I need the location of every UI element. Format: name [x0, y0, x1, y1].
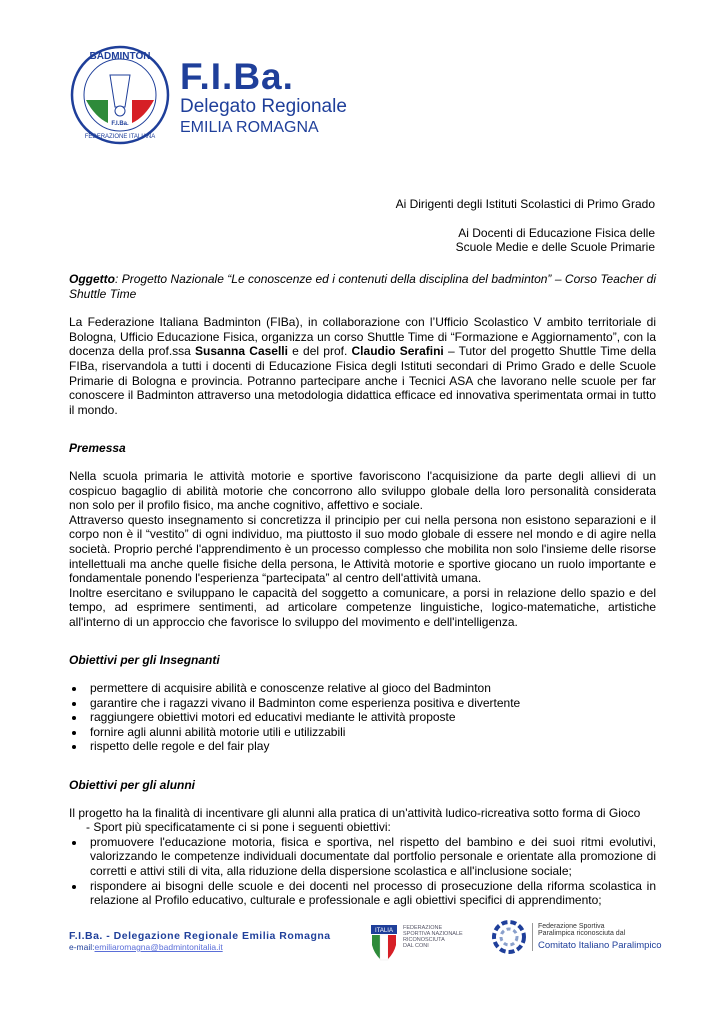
footer	[69, 930, 331, 952]
teacher-name: Susanna Caselli	[195, 344, 288, 359]
text: Paralimpica riconosciuta dal	[538, 930, 626, 937]
text: Nella scuola primaria le attività motorie e sportive favoriscono l'acquisizione da parte degli allievi di un cospicuo bagaglio di abilità motorie che concorrono allo sviluppo globale della loro personalità considerata non solo per il profilo fisico, ma anche cognitivo, affettivo e sociale.	[69, 468, 656, 513]
list-item: • promuovere l'educazione motoria, fisica e sportiva, nel rispetto del bambino e dei suoi ritmi evolutivi, valorizzando le competenze individuali documentate dal portfolio personale e orientate alla promozione di corretti e attivi stili di vita, alla riduzione della dispersione scolastica e all'inclusione sociale;	[86, 835, 656, 879]
intro-paragraph	[69, 315, 656, 417]
text: Attraverso questo insegnamento si concretizza il principio per cui nella persona non esistono separazioni e il corpo non è il “vestito” di ogni individuo, ma piuttosto il suo modo globale di essere nel mondo e di agire nella società. Proprio perché l'apprendimento è un processo complesso che mobilita non solo l'insieme delle risorse intellettuali ma anche quelle fisiche della persona, le Attività motorie e sportive giocano un ruolo importante e fondamentale ponendo l'esperienza “partecipata” al centro dell'attività umana.	[69, 512, 656, 586]
premessa-text	[69, 469, 656, 630]
svg-text:FEDERAZIONE ITALIANA: FEDERAZIONE ITALIANA	[84, 134, 156, 140]
svg-text:F.I.Ba.: F.I.Ba.	[111, 121, 129, 127]
text: Inoltre esercitano e sviluppano le capacità del soggetto a comunicare, a porsi in relazione dello spazio e del tempo, ad esprimere sentimenti, ad articolare competenze linguistiche, logico-matematiche, artistiche all'interno di un approccio che favorisce lo sviluppo del movimento e dell'intelligenza.	[69, 585, 656, 629]
brand-subtitle: Delegato Regionale	[180, 96, 347, 117]
cip-logo	[492, 920, 662, 954]
students-intro: Il progetto ha la finalità di incentivare gli alunni alla pratica di un'attività ludico-ricreativa sotto forma di Gioco	[69, 805, 641, 820]
text: RICONOSCIUTA	[403, 937, 445, 943]
subject-text: : Progetto Nazionale “Le conoscenze ed i contenuti della disciplina del badminton” – Corso Teacher di Shuttle Time	[69, 272, 656, 301]
cip-emblem-icon	[492, 920, 526, 954]
teachers-heading: Obiettivi per gli Insegnanti	[69, 653, 220, 668]
text: DAL CONI	[403, 943, 429, 949]
subject-label: Oggetto	[69, 272, 115, 286]
brand-region: EMILIA ROMAGNA	[180, 119, 319, 136]
text: e del prof.	[287, 344, 352, 359]
brand-block	[180, 58, 347, 138]
text: La Federazione Italiana Badminton (FIBa), in collaborazione con l’Ufficio Scolastico V ambito territoriale di Bologna, Ufficio Educazione Fisica, organizza un corso Shuttle Time di “Formazione e Aggiornamento”, con la docenza della prof.ssa	[69, 315, 656, 359]
coni-logo	[371, 925, 463, 961]
cip-name: Comitato Italiano Paralimpico	[538, 940, 662, 951]
addressee: Ai Dirigenti degli Istituti Scolastici di Primo Grado	[395, 197, 655, 211]
addressee: Ai Docenti di Educazione Fisica delle	[458, 225, 655, 240]
addressees	[396, 197, 655, 255]
text: Federazione Sportiva	[538, 923, 605, 930]
addressee: Scuole Medie e delle Scuole Primarie	[455, 240, 655, 254]
list-item: • garantire che i ragazzi vivano il Badminton come esperienza positiva e divertente	[86, 696, 656, 711]
text: SPORTIVA NAZIONALE	[403, 931, 463, 937]
students-list	[69, 835, 656, 908]
coni-badge: ITALIA	[375, 928, 393, 934]
teachers-list	[69, 681, 656, 754]
subject-line	[69, 272, 656, 301]
italia-shield-icon	[371, 925, 397, 961]
list-item: • fornire agli alunni abilità motorie utili e utilizzabili	[86, 725, 656, 740]
coni-text	[403, 925, 463, 961]
text: FEDERAZIONE	[403, 925, 443, 931]
fiba-badminton-logo	[70, 45, 170, 145]
text: – Tutor del progetto Shuttle Time della FIBa, riservandola a tutti i docenti di Educazione Fisica degli Istituti secondari di Primo Grado e delle Scuole Primarie di Bologna e provincia. Potranno partecipare anche i Tecnici ASA che lavorano nelle scuole per far conoscere il Badminton attraverso una metodologia didattica efficace ed innovativa sperimentata ormai in tutto il mondo.	[69, 344, 656, 417]
footer-org: F.I.Ba. - Delegazione Regionale Emilia Romagna	[69, 930, 331, 942]
list-item: • rispetto delle regole e del fair play	[86, 739, 656, 754]
brand-title: F.I.Ba.	[180, 56, 294, 97]
list-item: • raggiungere obiettivi motori ed educativi mediante le attività proposte	[86, 710, 656, 725]
list-item: • rispondere ai bisogni delle scuole e dei docenti nel processo di prosecuzione della riforma scolastica in relazione al Profilo educativo, culturale e professionale e agli obiettivi specifici di apprendimento;	[86, 879, 656, 908]
students-intro: - Sport più specificatamente ci si pone i seguenti obiettivi:	[86, 820, 391, 835]
email-label: e-mail:	[69, 942, 95, 952]
letter-body	[69, 272, 656, 921]
premessa-heading: Premessa	[69, 441, 126, 456]
teacher-name: Claudio Serafini	[351, 344, 444, 359]
svg-text:BADMINTON: BADMINTON	[89, 51, 151, 62]
email-link[interactable]: emiliaromagna@badmintonitalia.it	[94, 942, 223, 952]
list-item: • permettere di acquisire abilità e conoscenze relative al gioco del Badminton	[86, 681, 656, 696]
students-heading: Obiettivi per gli alunni	[69, 778, 196, 793]
